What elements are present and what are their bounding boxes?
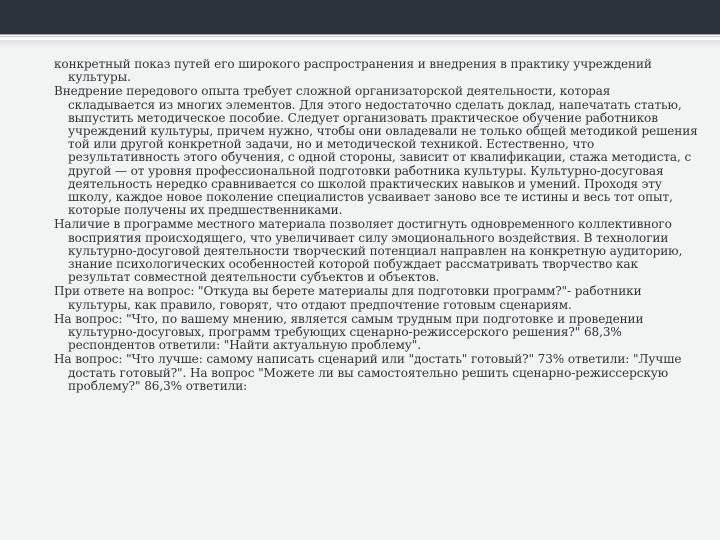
paragraph: Наличие в программе местного материала позволяет достигнуть одновременного коллективного восприятия происходящего, что увеличивает силу эмоционального воздействия. В технологии культурно-досуговой деятельности творческий потенциал направлен на конкретную аудиторию, знание психологических особенностей которой побуждает рассматривать творчество как результат совместной деятельности субъектов и объектов. — [54, 217, 683, 285]
text-content — [54, 58, 700, 394]
paragraph: При ответе на вопрос: "Откуда вы берете материалы для подготовки программ?"- работники культуры, как правило, говорят, что отдают предпочтение готовым сценариям. — [54, 284, 642, 312]
slide-top-shadow — [0, 40, 720, 48]
paragraph: На вопрос: "Что, по вашему мнению, является самым трудным при подготовке и проведении культурно-досуговых, программ требующих сценарно-режиссерского решения?" 68,3% респондентов ответили: "Найти актуальную проблему". — [54, 311, 644, 353]
header-bar — [0, 0, 720, 34]
slide-body — [0, 40, 720, 540]
paragraph: конкретный показ путей его широкого распространения и внедрения в практику учреждений культуры. — [54, 57, 652, 85]
paragraph: На вопрос: "Что лучше: самому написать сценарий или "достать" готовый?" 73% ответили: "Лучше достать готовый?". На вопрос "Можете ли вы самостоятельно решить сценарно-режиссерскую проблему?" 86,3% ответили: — [54, 352, 682, 393]
paragraph: Внедрение передового опыта требует сложной организаторской деятельности, которая складывается из многих элементов. Для этого недостаточно сделать доклад, напечатать статью, выпустить методическое пособие. Следует организовать практическое обучение работников учреждений культуры, причем нужно, чтобы они овладевали не только общей методикой решения той или другой конкретной задачи, но и методической техникой. Естественно, что результативность этого обучения, с одной стороны, зависит от квалификации, стажа методиста, с другой — от уровня профессиональной подготовки работника культуры. Культурно-досуговая деятельность нередко сравнивается со школой практических навыков и умений. Проходя эту школу, каждое новое поколение специалистов усваивает заново все те истины и весь тот опыт, которые получены их предшественниками. — [54, 84, 698, 218]
